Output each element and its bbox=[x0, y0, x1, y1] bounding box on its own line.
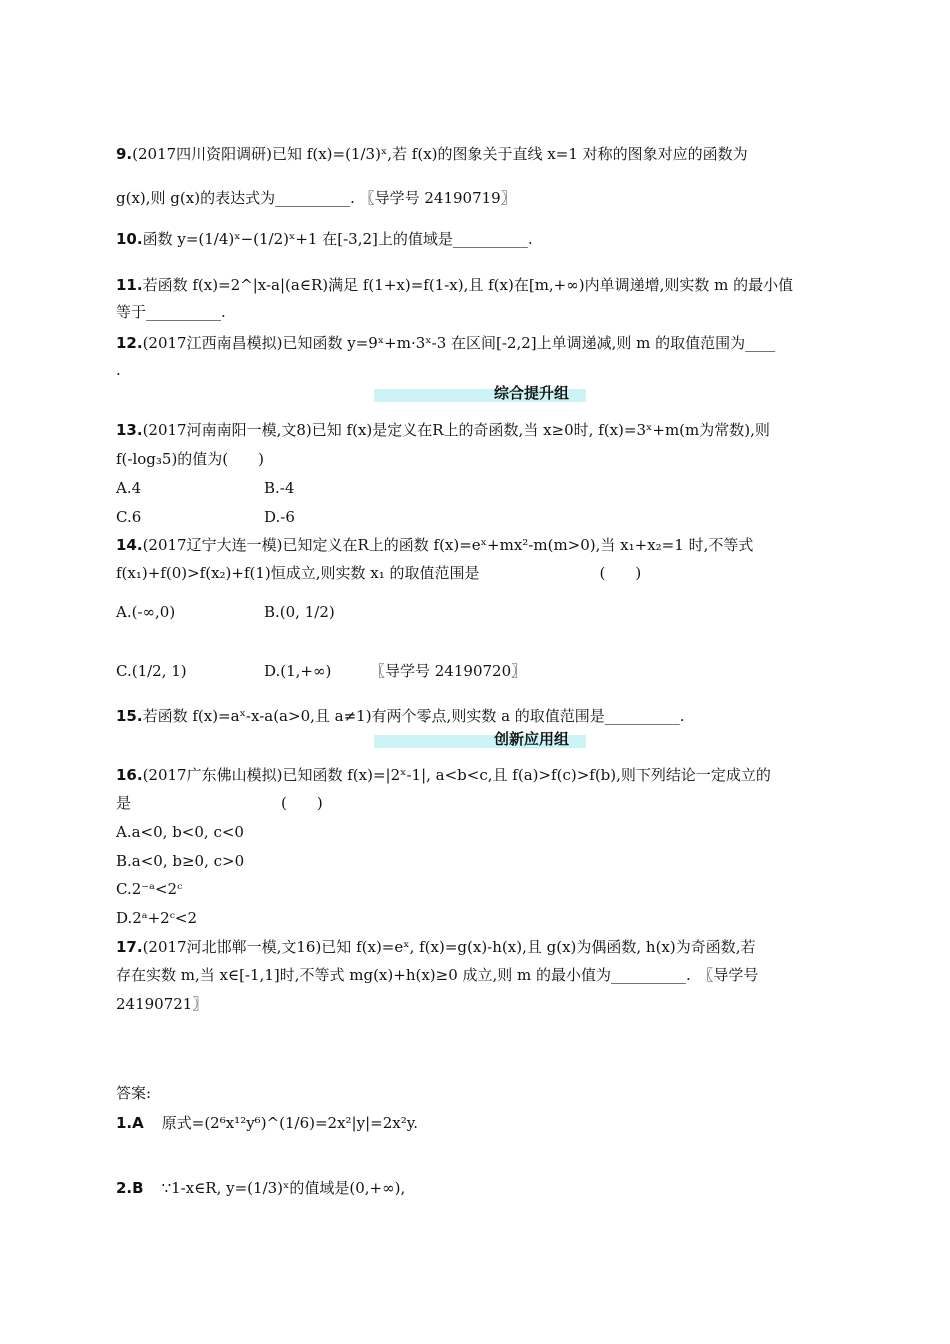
problem-text: 等于__________. bbox=[116, 303, 226, 321]
problem-text: 存在实数 m,当 x∈[-1,1]时,不等式 mg(x)+h(x)≥0 成立,则 m 的最小值为__________. 〖导学号 bbox=[116, 966, 759, 984]
option-d: D.(1,+∞) bbox=[264, 662, 332, 680]
problem-number: 14. bbox=[116, 536, 143, 554]
problem-number: 15. bbox=[116, 707, 143, 725]
problem-number: 10. bbox=[116, 230, 143, 248]
problem-text: 若函数 f(x)=2^|x-a|(a∈R)满足 f(1+x)=f(1-x),且 f(x)在[m,+∞)内单调递增,则实数 m 的最小值 bbox=[142, 276, 794, 294]
problem-number: 16. bbox=[116, 766, 143, 784]
problem-text: (2017辽宁大连一模)已知定义在R上的函数 f(x)=eˣ+mx²-m(m>0),当 x₁+x₂=1 时,不等式 bbox=[142, 536, 754, 554]
problem-number: 17. bbox=[116, 938, 143, 956]
problem-text: f(-log₃5)的值为( ) bbox=[116, 450, 265, 468]
problem-text: 若函数 f(x)=aˣ-x-a(a>0,且 a≠1)有两个零点,则实数 a 的取值范围是__________. bbox=[142, 707, 685, 725]
option-d: D.-6 bbox=[264, 508, 295, 526]
option-c: C.(1/2, 1) bbox=[116, 662, 187, 680]
section-header: 综合提升组 bbox=[374, 389, 586, 402]
problem-number: 9. bbox=[116, 145, 133, 163]
problem-text: (2017河北邯郸一模,文16)已知 f(x)=eˣ, f(x)=g(x)-h(x),且 g(x)为偶函数, h(x)为奇函数,若 bbox=[142, 938, 756, 956]
option-a: A.4 bbox=[116, 479, 142, 497]
answer-number: 2.B bbox=[116, 1179, 144, 1197]
option-d: D.2ᵃ+2ᶜ<2 bbox=[116, 909, 198, 927]
problem-text: f(x₁)+f(0)>f(x₂)+f(1)恒成立,则实数 x₁ 的取值范围是 ( ) bbox=[116, 564, 642, 582]
problem-text: (2017四川资阳调研)已知 f(x)=(1/3)ˣ,若 f(x)的图象关于直线 x=1 对称的图象对应的函数为 bbox=[132, 145, 748, 163]
option-b: B.(0, 1/2) bbox=[264, 603, 335, 621]
option-b: B.-4 bbox=[264, 479, 295, 497]
problem-text: (2017江西南昌模拟)已知函数 y=9ˣ+m·3ˣ-3 在区间[-2,2]上单调递减,则 m 的取值范围为____ bbox=[142, 334, 776, 352]
option-b: B.a<0, b≥0, c>0 bbox=[116, 852, 245, 870]
answer-text: ∵1-x∈R, y=(1/3)ˣ的值域是(0,+∞), bbox=[161, 1179, 406, 1197]
option-a: A.(-∞,0) bbox=[116, 603, 176, 621]
answer-number: 1.A bbox=[116, 1114, 144, 1132]
problem-number: 13. bbox=[116, 421, 143, 439]
problem-text: (2017河南南阳一模,文8)已知 f(x)是定义在R上的奇函数,当 x≥0时, f(x)=3ˣ+m(m为常数),则 bbox=[142, 421, 770, 439]
problem-text: . bbox=[116, 361, 121, 379]
section-header: 创新应用组 bbox=[374, 735, 586, 748]
problem-number: 11. bbox=[116, 276, 143, 294]
reference-number: 〖导学号 24190720〗 bbox=[370, 662, 527, 680]
answer-text: 原式=(2⁶x¹²y⁶)^(1/6)=2x²|y|=2x²y. bbox=[161, 1114, 418, 1132]
option-a: A.a<0, b<0, c<0 bbox=[116, 823, 244, 841]
problem-number: 12. bbox=[116, 334, 143, 352]
option-c: C.2⁻ᵃ<2ᶜ bbox=[116, 880, 183, 898]
answers-title: 答案: bbox=[116, 1084, 152, 1102]
problem-text: 24190721〗 bbox=[116, 995, 208, 1013]
option-c: C.6 bbox=[116, 508, 142, 526]
problem-text: g(x),则 g(x)的表达式为__________. 〖导学号 24190719〗 bbox=[116, 189, 516, 207]
problem-text: 函数 y=(1/4)ˣ−(1/2)ˣ+1 在[-3,2]上的值域是__________. bbox=[142, 230, 533, 248]
problem-text: (2017广东佛山模拟)已知函数 f(x)=|2ˣ-1|, a<b<c,且 f(a)>f(c)>f(b),则下列结论一定成立的 bbox=[142, 766, 771, 784]
problem-text: 是 ( ) bbox=[116, 794, 323, 812]
